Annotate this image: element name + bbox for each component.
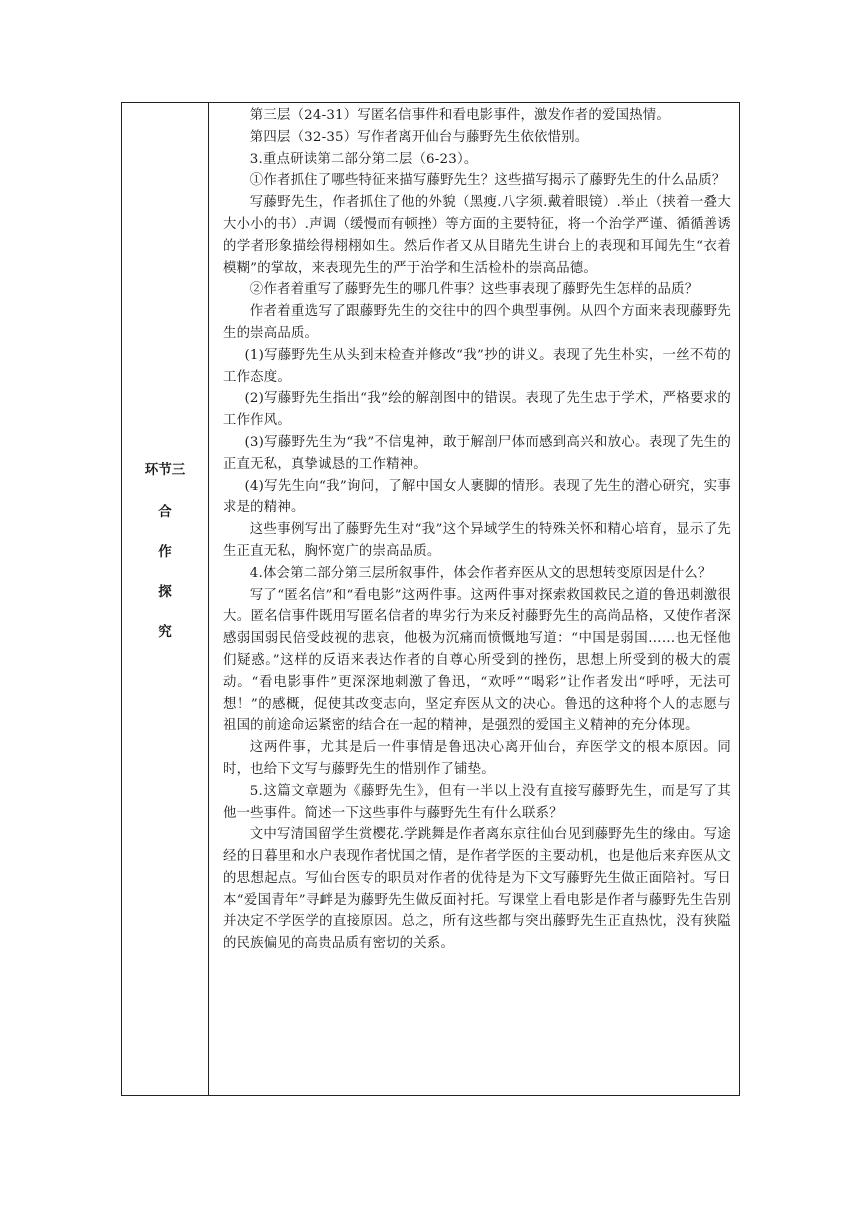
paragraph: 第三层（24-31）写匿名信事件和看电影事件，激发作者的爱国热情。 [249, 108, 670, 123]
list-item: (4)写先生向“我”询问，了解中国女人裹脚的情形。表现了先生的潜心研究，实事求是的精神。 [223, 478, 731, 516]
stage-title: 环节三 [144, 462, 186, 478]
list-item: (3)写藤野先生为“我”不信鬼神，敢于解剖尸体而感到高兴和放心。表现了先生的正直无私，真挚诚恳的工作精神。 [223, 434, 731, 472]
paragraph: 文中写清国留学生赏樱花.学跳舞是作者离东京往仙台见到藤野先生的缘由。写途经的日暮里和水户表现作者忧国之情，是作者学医的主要动机，也是他后来弃医从文的思想起点。写仙台医专的职员对作者的优待是为下文写藤野先生做正面陪衬。写日本“爱国青年”寻衅是为藤野先生做反面衬托。写课堂上看电影是作者与藤野先生告别并决定不学医学的直接原因。总之，所有这些都与突出藤野先生正直热忱，没有狭隘的民族偏见的高贵品质有密切的关系。 [223, 827, 731, 952]
section-heading: 5.这篇文章题为《藤野先生》，但有一半以上没有直接写藤野先生，而是写了其他一些事件。简述一下这些事件与藤野先生有什么联系？ [223, 783, 731, 821]
paragraph: 第四层（32-35）写作者离开仙台与藤野先生依依惜别。 [249, 129, 589, 145]
stage-char: 究 [158, 624, 172, 640]
stage-label-cell [122, 103, 209, 1095]
question: ①作者抓住了哪些特征来描写藤野先生？这些描写揭示了藤野先生的什么品质？ [249, 173, 726, 189]
lesson-plan-table [121, 102, 740, 1096]
paragraph: 作者着重选写了跟藤野先生的交往中的四个典型事例。从四个方面来表现藤野先生的崇高品质。 [223, 304, 731, 341]
stage-content-cell [209, 103, 739, 1095]
paragraph: 写藤野先生，作者抓住了他的外貌（黑瘦.八字须.戴着眼镜）.举止（挟着一叠大大小小的书）.声调（缓慢而有顿挫）等方面的主要特征，将一个治学严谨、循循善诱的学者形象描绘得栩栩如生。然后作者又从目睹先生讲台上的表现和耳闻先生“衣着模糊”的掌故，来表现先生的严于治学和生活检朴的崇高品德。 [223, 195, 731, 276]
list-item: (1)写藤野先生从头到末检查并修改“我”抄的讲义。表现了先生朴实，一丝不苟的工作态度。 [223, 347, 731, 385]
paragraph: 这些事例写出了藤野先生对“我”这个异域学生的特殊关怀和精心培育，显示了先生正直无私，胸怀宽广的崇高品质。 [223, 522, 731, 559]
paragraph: 这两件事，尤其是后一件事情是鲁迅决心离开仙台，弃医学文的根本原因。同时，也给下文写与藤野先生的惜别作了铺垫。 [223, 740, 731, 777]
section-heading: 3.重点研读第二部分第二层（6-23）。 [249, 151, 478, 167]
section-heading: 4.体会第二部分第三层所叙事件，体会作者弃医从文的思想转变原因是什么？ [249, 565, 712, 581]
paragraph: 写了“匿名信”和“看电影”这两件事。这两件事对探索救国救民之道的鲁迅刺激很大。匿名信事件既用写匿名信者的卑劣行为来反衬藤野先生的高尚品格，又使作者深感弱国弱民倍受歧视的悲哀，他极为沉痛而愤慨地写道：“中国是弱国……也无怪他们疑惑。”这样的反语来表达作者的自尊心所受到的挫伤，思想上所受到的极大的震动。“看电影事件”更深深地刺激了鲁迅，“欢呼”“喝彩”让作者发出“呼呼，无法可想！”的感概，促使其改变志向，坚定弃医从文的决心。鲁迅的这种将个人的志愿与祖国的前途命运紧密的结合在一起的精神，是强烈的爱国主义精神的充分体现。 [223, 587, 731, 734]
stage-char: 探 [158, 584, 172, 600]
stage-char: 合 [158, 504, 172, 520]
list-item: (2)写藤野先生指出“我”绘的解剖图中的错误。表现了先生忠于学术，严格要求的工作作风。 [223, 391, 731, 429]
question: ②作者着重写了藤野先生的哪几件事？这些事表现了藤野先生怎样的品质？ [249, 282, 699, 298]
stage-char: 作 [158, 544, 172, 560]
